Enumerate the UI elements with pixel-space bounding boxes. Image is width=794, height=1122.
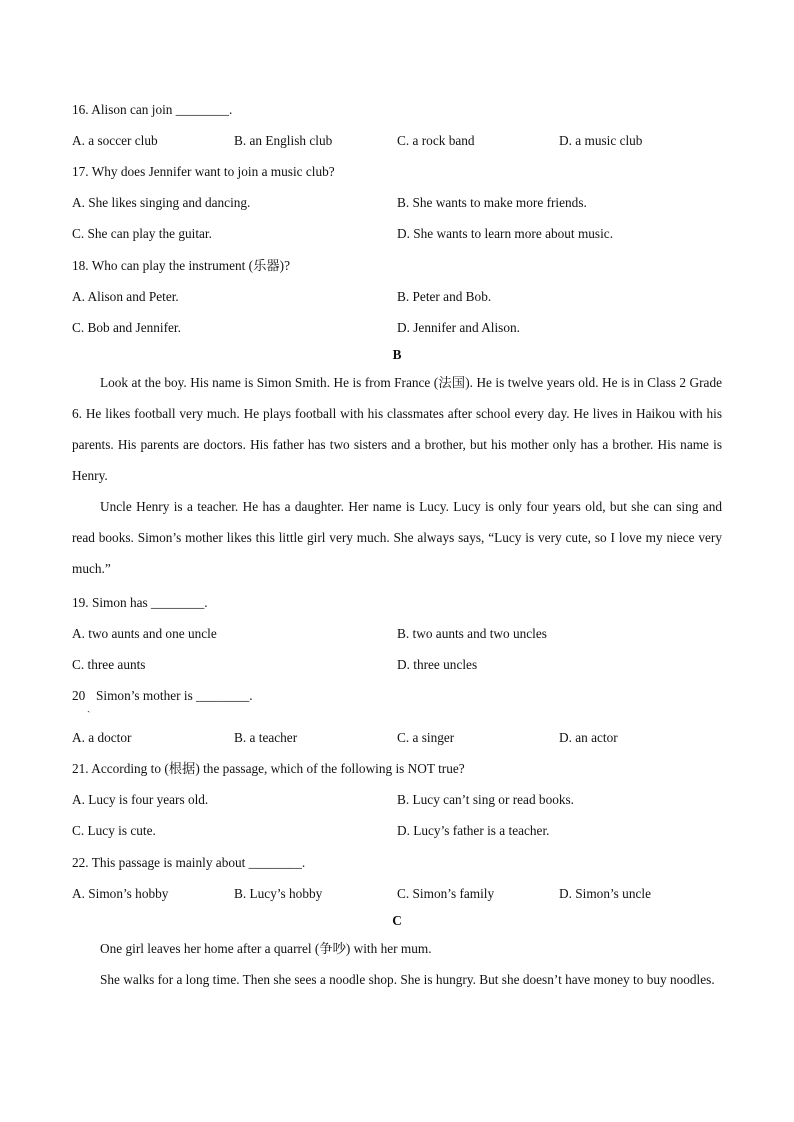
section-b-heading: B [392,347,402,362]
section-c-paragraph: One girl leaves her home after a quarrel (争吵) with her mum. [100,941,432,956]
q21-option-c: C. Lucy is cute. [72,823,156,838]
q20-stem: Simon’s mother is ________. [96,688,253,703]
q20-option-c: C. a singer [397,730,455,745]
section-b-paragraph: Look at the boy. His name is Simon Smith. He is from France (法国). He is twelve years old. He is in Class 2 Grade 6. He likes football very much. He plays football with his classmates after school every day. He lives in Haikou with his parents. His parents are doctors. His father has two sisters and a brother, but his mother only has a brother. His name is Henry. [72,375,722,483]
q18-stem: 18. Who can play the instrument (乐器)? [72,258,290,273]
section-c-passage [72,933,722,995]
q17-option-b: B. She wants to make more friends. [397,195,587,210]
section-c-heading: C [392,913,402,928]
q21-option-b: B. Lucy can’t sing or read books. [397,792,575,807]
q20-option-d: D. an actor [559,730,618,745]
q17-option-c: C. She can play the guitar. [72,226,212,241]
q22-option-c: C. Simon’s family [397,886,495,901]
q21-stem: 21. According to (根据) the passage, which of the following is NOT true? [72,761,465,776]
q17-stem: 17. Why does Jennifer want to join a music club? [72,164,335,179]
section-b-passage [72,367,722,584]
section-b-paragraph: Uncle Henry is a teacher. He has a daughter. Her name is Lucy. Lucy is only four years old, but she can sing and read books. Simon’s mother likes this little girl very much. She always says, “Lucy is very cute, so I love my niece very much.” [72,499,722,576]
q21-option-a: A. Lucy is four years old. [72,792,209,807]
q19-option-a: A. two aunts and one uncle [72,626,217,641]
q16-option-d: D. a music club [559,133,643,148]
q20-number: 20 [72,688,86,703]
q17-option-a: A. She likes singing and dancing. [72,195,251,210]
q18-option-a: A. Alison and Peter. [72,289,179,304]
q18-option-b: B. Peter and Bob. [397,289,492,304]
q16-option-c: C. a rock band [397,133,475,148]
q20-option-a: A. a doctor [72,730,132,745]
q22-option-b: B. Lucy’s hobby [234,886,323,901]
q19-option-b: B. two aunts and two uncles [397,626,547,641]
q18-option-c: C. Bob and Jennifer. [72,320,181,335]
q19-option-c: C. three aunts [72,657,146,672]
q17-option-d: D. She wants to learn more about music. [397,226,614,241]
q18-option-d: D. Jennifer and Alison. [397,320,520,335]
q22-stem: 22. This passage is mainly about ________. [72,855,306,870]
q22-option-d: D. Simon’s uncle [559,886,651,901]
q16-option-b: B. an English club [234,133,333,148]
q22-option-a: A. Simon’s hobby [72,886,169,901]
section-c-paragraph: She walks for a long time. Then she sees a noodle shop. She is hungry. But she doesn’t have money to buy noodles. [100,972,715,987]
q21-option-d: D. Lucy’s father is a teacher. [397,823,550,838]
q20-dot-mark: ˎ [87,702,91,713]
q16-option-a: A. a soccer club [72,133,158,148]
q20-option-b: B. a teacher [234,730,298,745]
q16-stem: 16. Alison can join ________. [72,102,233,117]
q19-stem: 19. Simon has ________. [72,595,208,610]
q19-option-d: D. three uncles [397,657,478,672]
